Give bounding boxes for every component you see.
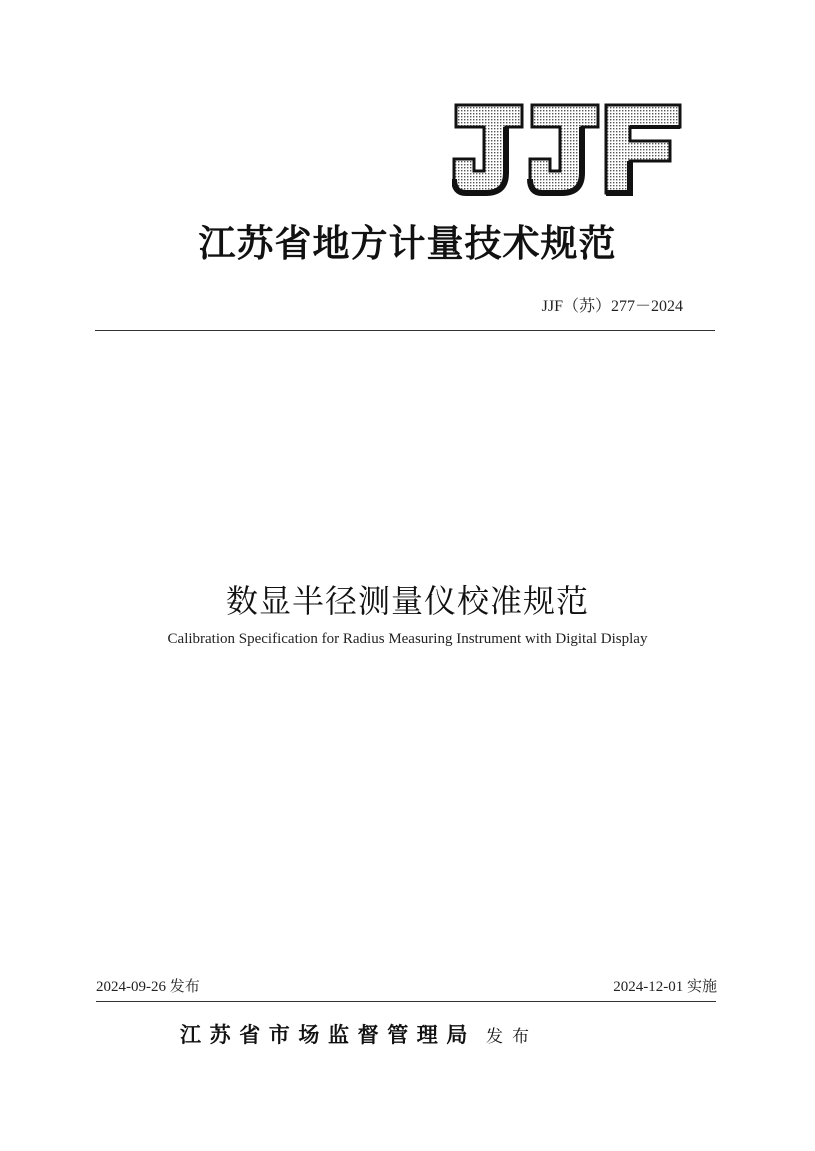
logo-letter-j-2	[530, 105, 598, 193]
effective-date: 2024-12-01 实施	[613, 979, 717, 995]
document-english-title: Calibration Specification for Radius Measuring Instrument with Digital Display	[167, 631, 648, 647]
footer-divider	[96, 1001, 716, 1002]
series-title: 江苏省地方计量技术规范	[198, 222, 617, 265]
publisher-organization: 江苏省市场监督管理局	[180, 1023, 476, 1047]
document-number: JJF（苏）277－2024	[541, 298, 683, 315]
publisher-line	[180, 1019, 538, 1049]
publisher-action: 发布	[486, 1027, 538, 1047]
header-divider	[95, 330, 715, 331]
document-title: 数显半径测量仪校准规范	[225, 582, 589, 620]
jjf-logo	[452, 101, 682, 197]
logo-letter-j-1	[454, 105, 522, 193]
release-date: 2024-09-26 发布	[96, 979, 200, 995]
logo-letter-f	[606, 105, 680, 193]
